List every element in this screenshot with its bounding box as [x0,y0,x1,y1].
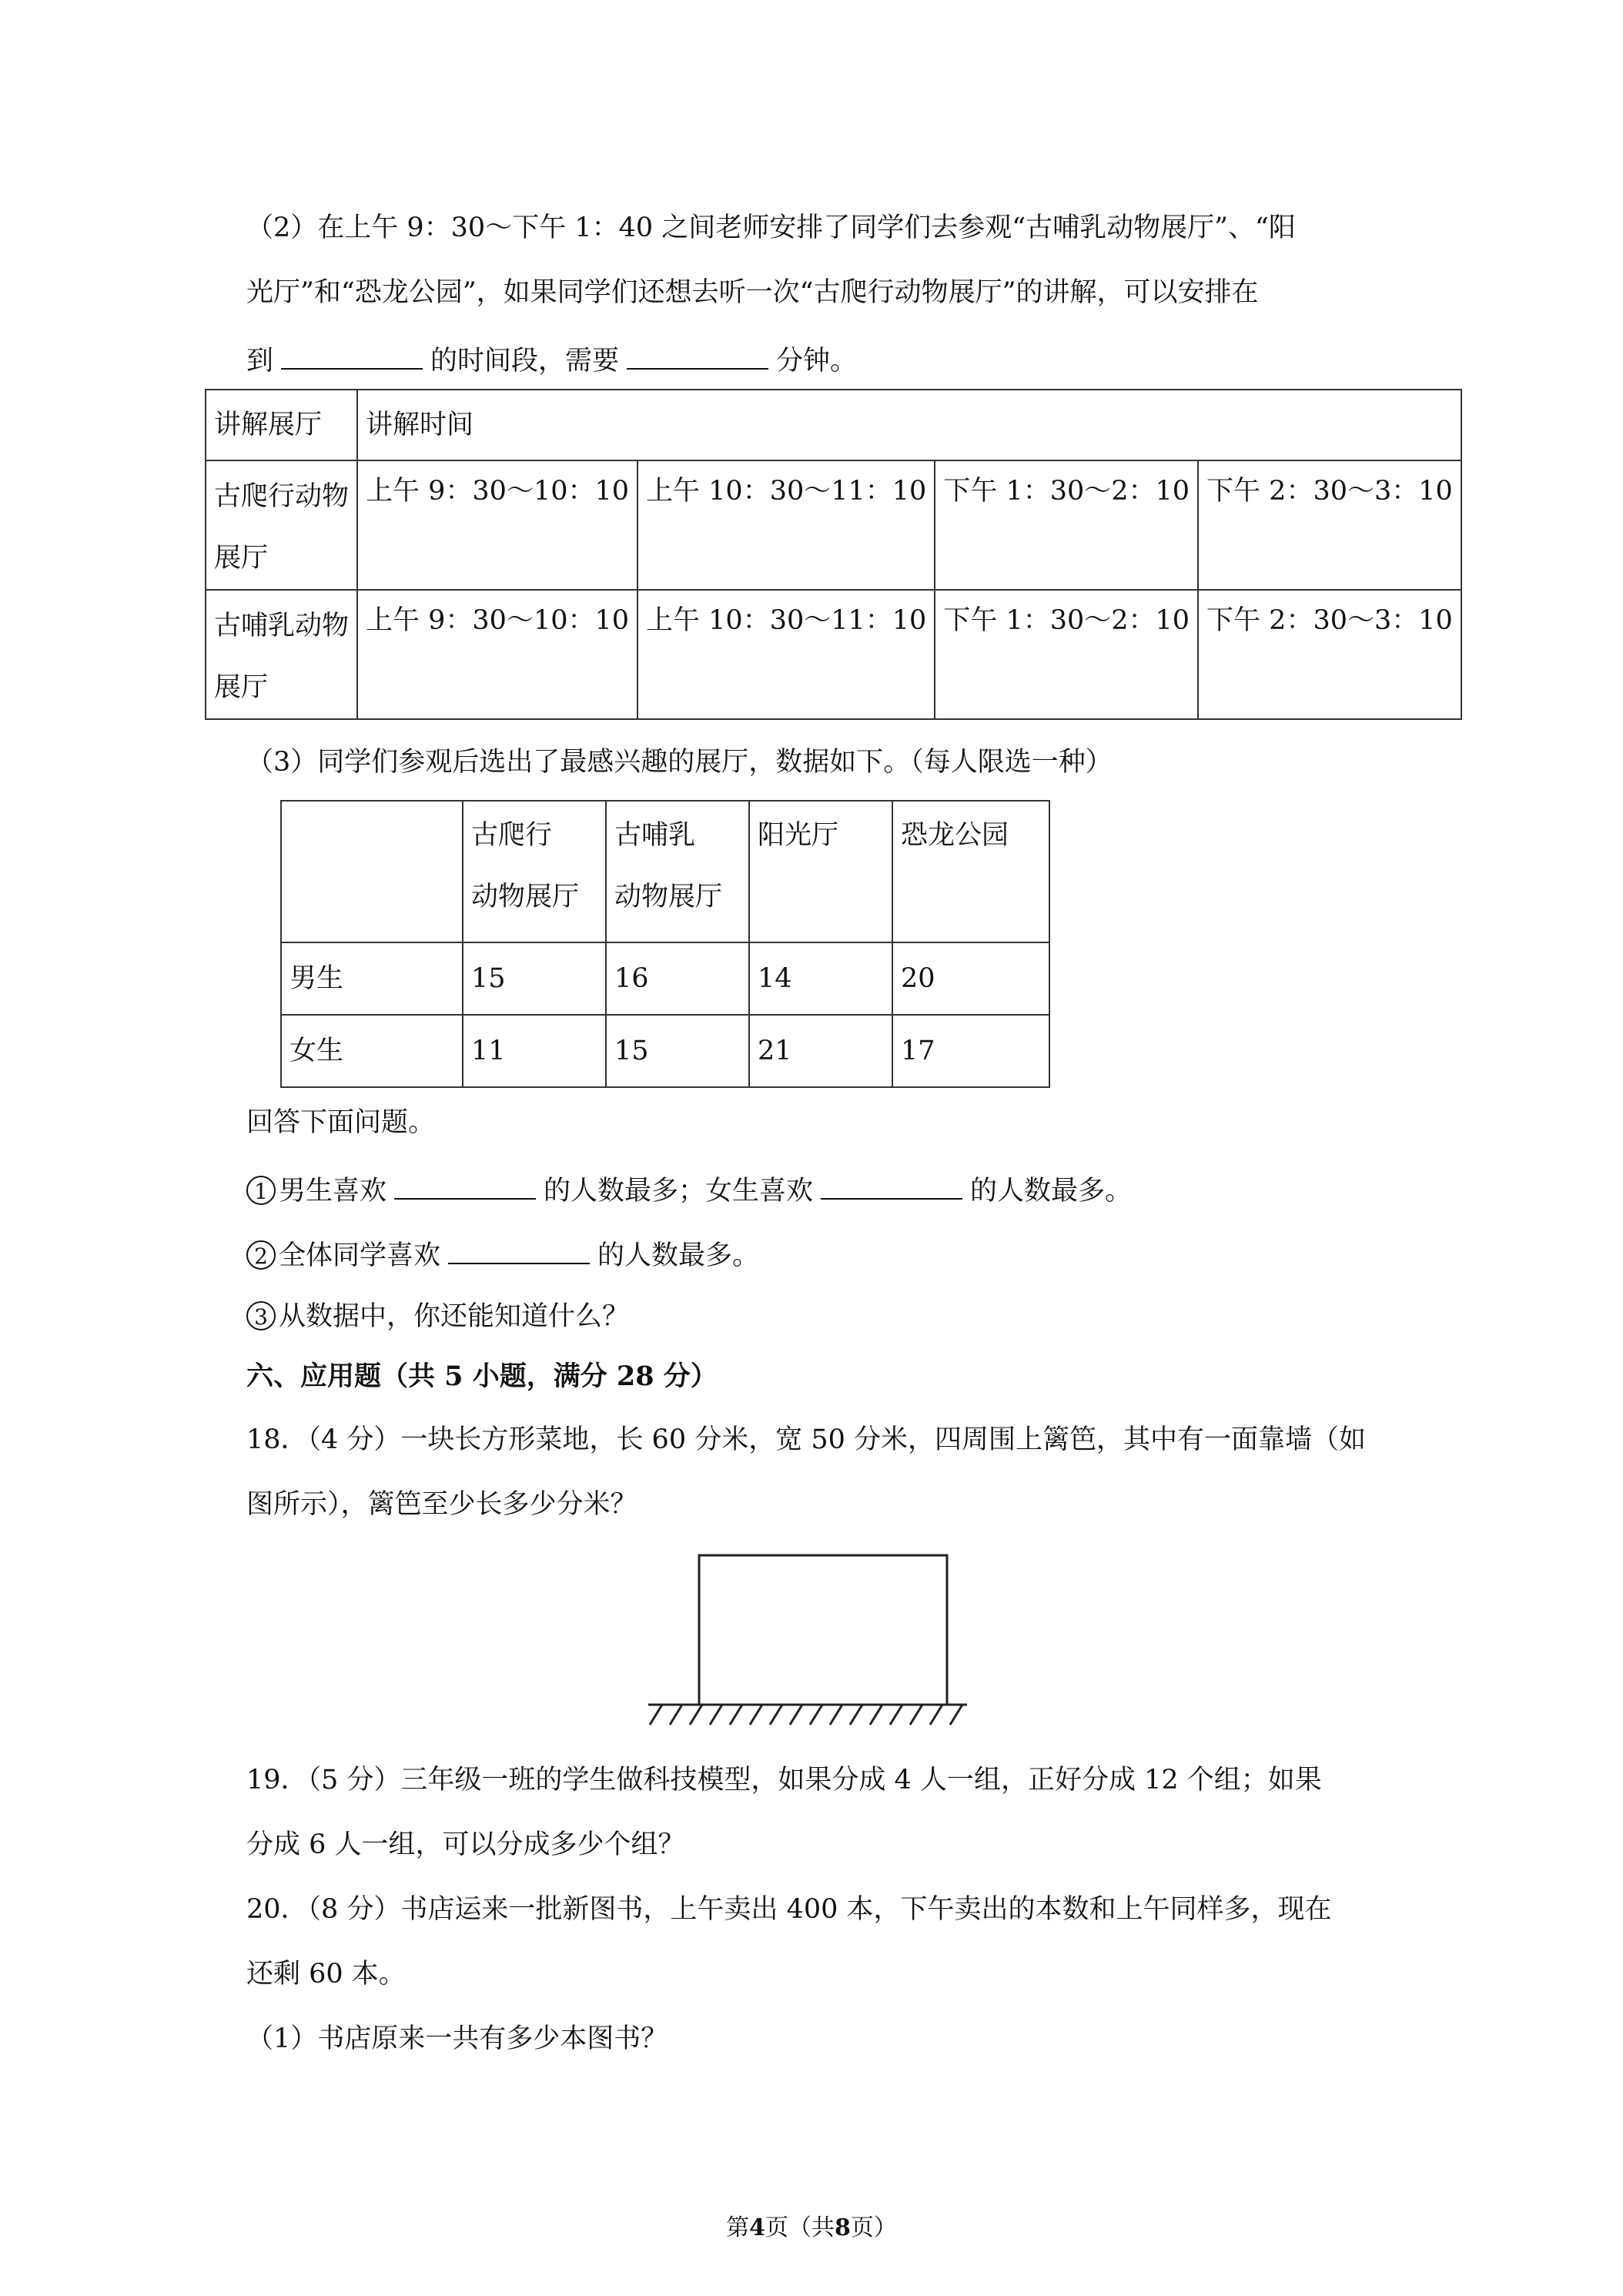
schedule-hall-cell: 古哺乳动物 展厅 [206,590,357,719]
page-number: 4 [749,2214,765,2241]
table-row [281,1015,1049,1087]
schedule-time-cell: 下午 1：30～2：10 [935,460,1198,590]
table-row [281,942,1049,1015]
sub-question-3: 3 从数据中，你还能知道什么？ [246,1298,629,1335]
circled-number: 3 [246,1301,276,1330]
schedule-time-cell: 上午 10：30～11：10 [637,460,935,590]
q17-part2-text-a: 到 [246,346,274,377]
circled-number: 1 [246,1176,276,1205]
schedule-time-cell: 上午 9：30～10：10 [357,590,637,719]
survey-value-cell: 20 [892,942,1049,1015]
wall-hatching [650,1705,962,1725]
q17-part2-text-c: 分钟。 [776,346,858,377]
survey-table [280,800,1050,1088]
schedule-time-cell: 上午 10：30～11：10 [637,590,935,719]
survey-corner-cell [281,801,463,942]
q17-part3-intro: （3）同学们参观后选出了最感兴趣的展厅，数据如下。（每人限选一种） [246,747,1113,778]
survey-row-label: 男生 [281,942,463,1015]
time-period-blank[interactable] [281,339,423,370]
schedule-header-hall: 讲解展厅 [206,390,357,460]
q20-sub1: （1）书店原来一共有多少本图书？ [246,2023,668,2054]
answer-prompt: 回答下面问题。 [246,1107,436,1138]
schedule-table [205,389,1462,720]
schedule-header-time: 讲解时间 [357,390,1461,460]
section-title: 六、应用题（共 5 小题，满分 28 分） [246,1361,718,1392]
boys-favorite-blank[interactable] [394,1169,536,1200]
schedule-time-cell: 上午 9：30～10：10 [357,460,637,590]
survey-column-header: 古爬行 动物展厅 [463,801,606,942]
survey-column-header: 古哺乳 动物展厅 [606,801,749,942]
survey-value-cell: 11 [463,1015,606,1087]
survey-row-label: 女生 [281,1015,463,1087]
total-pages: 8 [835,2214,851,2241]
q19-line2: 分成 6 人一组，可以分成多少个组？ [246,1829,685,1860]
q17-part2-line2: 光厅”和“恐龙公园”，如果同学们还想去听一次“古爬行动物展厅”的讲解，可以安排在 [246,277,1259,308]
schedule-time-cell: 下午 2：30～3：10 [1198,460,1461,590]
survey-value-cell: 15 [606,1015,749,1087]
schedule-time-cell: 下午 2：30～3：10 [1198,590,1461,719]
schedule-hall-cell: 古爬行动物 展厅 [206,460,357,590]
survey-value-cell: 17 [892,1015,1049,1087]
q17-part2-line3 [246,339,857,380]
survey-value-cell: 14 [749,942,892,1015]
sub-question-1: 1 男生喜欢 的人数最多；女生喜欢 的人数最多。 [246,1169,1132,1210]
q17-part2-line1: （2）在上午 9：30～下午 1：40 之间老师安排了同学们去参观“古哺乳动物展厅”、“阳 [246,213,1296,243]
survey-value-cell: 16 [606,942,749,1015]
circled-number: 2 [246,1240,276,1270]
q20-line1: 20．（8 分）书店运来一批新图书，上午卖出 400 本，下午卖出的本数和上午同样多，现在 [246,1894,1332,1925]
survey-value-cell: 15 [463,942,606,1015]
q20-line2: 还剩 60 本。 [246,1959,406,1990]
vegetable-plot-rectangle [699,1555,947,1705]
girls-favorite-blank[interactable] [821,1169,962,1200]
sub-question-2: 2 全体同学喜欢 的人数最多。 [246,1233,759,1274]
survey-value-cell: 21 [749,1015,892,1087]
table-row [206,460,1461,590]
minutes-blank[interactable] [627,339,768,370]
table-row [206,590,1461,719]
q17-part2-text-b: 的时间段，需要 [430,346,620,377]
schedule-time-cell: 下午 1：30～2：10 [935,590,1198,719]
survey-column-header: 阳光厅 [749,801,892,942]
q18-line1: 18．（4 分）一块长方形菜地，长 60 分米，宽 50 分米，四周围上篱笆，其中有一面靠墙（如 [246,1424,1367,1455]
fence-diagram [631,1540,986,1740]
q19-line1: 19．（5 分）三年级一班的学生做科技模型，如果分成 4 人一组，正好分成 12 个组；如果 [246,1765,1322,1796]
all-favorite-blank[interactable] [448,1233,590,1264]
page-footer: 第4页（共8页） [726,2214,897,2241]
survey-column-header: 恐龙公园 [892,801,1049,942]
q18-line2: 图所示），篱笆至少长多少分米？ [246,1489,637,1520]
